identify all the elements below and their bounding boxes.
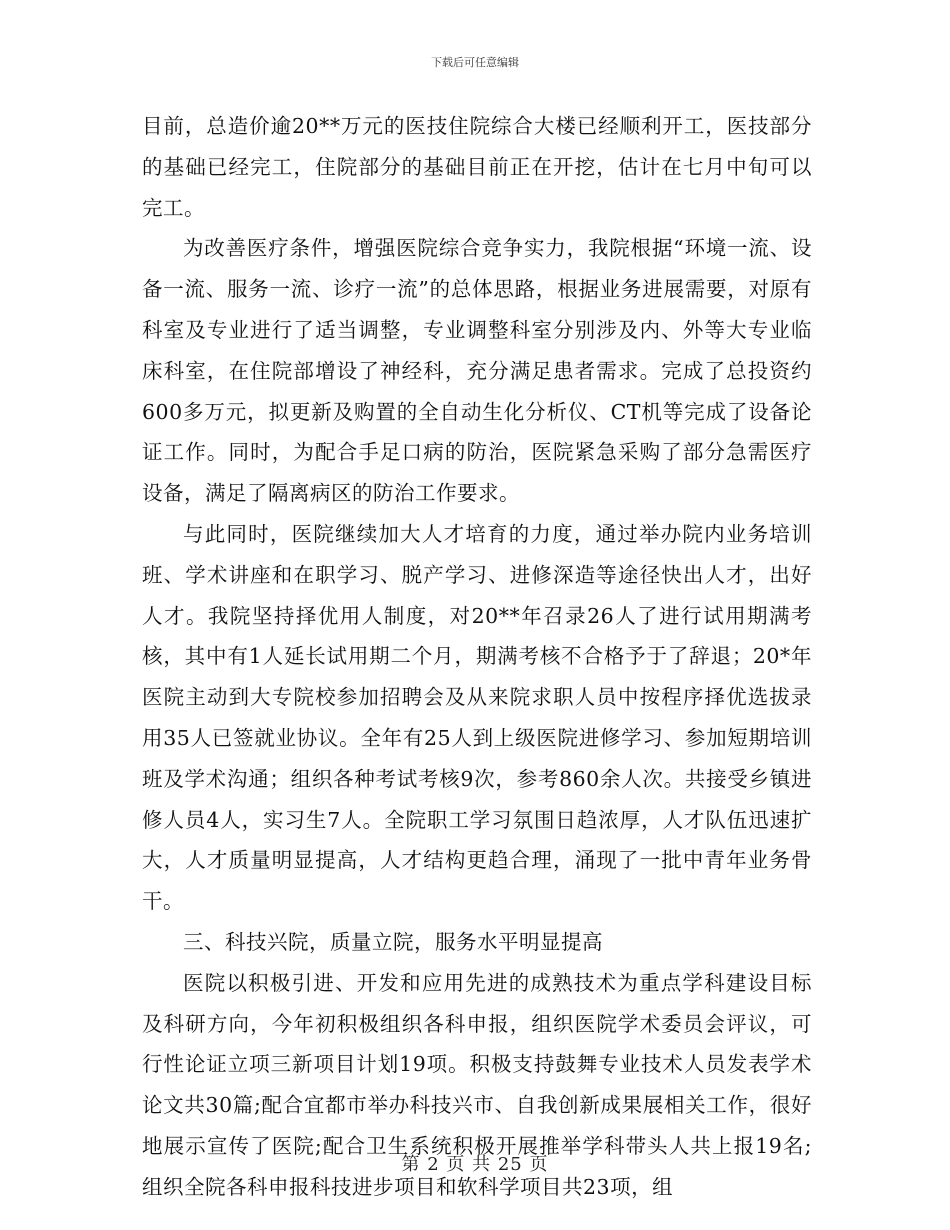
document-body — [142, 106, 812, 1208]
paragraph-equipment: 为改善医疗条件，增强医院综合竞争实力，我院根据“环境一流、设备一流、服务一流、诊疗一流”的总体思路，根据业务进展需要，对原有科室及专业进行了适当调整，专业调整科室分别涉及内、外等大专业临床科室，在住院部增设了神经科，充分满足患者需求。完成了总投资约600多万元，拟更新及购置的全自动生化分析仪、CT机等完成了设备论证工作。同时，为配合手足口病的防治，医院紧急采购了部分急需医疗设备，满足了隔离病区的防治工作要求。 — [142, 236, 812, 506]
paragraph-construction: 目前，总造价逾20**万元的医技住院综合大楼已经顺利开工，医技部分的基础已经完工，住院部分的基础目前正在开挖，估计在七月中旬可以完工。 — [142, 114, 812, 220]
paragraph-talent: 与此同时，医院继续加大人才培育的力度，通过举办院内业务培训班、学术讲座和在职学习、脱产学习、进修深造等途径快出人才，出好人才。我院坚持择优用人制度，对20**年召录26人了进行试用期满考核，其中有1人延长试用期二个月，期满考核不合格予于了辞退；20*年医院主动到大专院校参加招聘会及从来院求职人员中按程序择优选拔录用35人已签就业协议。全年有25人到上级医院进修学习、参加短期培训班及学术沟通；组织各种考试考核9次，参考860余人次。共接受乡镇进修人员4人，实习生7人。全院职工学习氛围日趋浓厚，人才队伍迅速扩大，人才质量明显提高，人才结构更趋合理，涌现了一批中青年业务骨干。 — [142, 521, 812, 914]
paragraph-research: 医院以积极引进、开发和应用先进的成熟技术为重点学科建设目标及科研方向，今年初积极组织各科申报，组织医院学术委员会评议，可行性论证立项三新项目计划19项。积极支持鼓舞专业技术人员发表学术论文共30篇;配合宜都市举办科技兴市、自我创新成果展相关工作，很好地展示宣传了医院;配合卫生系统积极开展推举学科带头人共上报19名;组织全院各科申报科技进步项目和软科学项目共23项，组 — [142, 970, 812, 1199]
page-header: 下载后可任意编辑 — [431, 56, 519, 69]
page-number: 第 2 页 共 25 页 — [401, 1154, 549, 1175]
section-heading: 三、科技兴院，质量立院，服务水平明显提高 — [183, 929, 603, 954]
